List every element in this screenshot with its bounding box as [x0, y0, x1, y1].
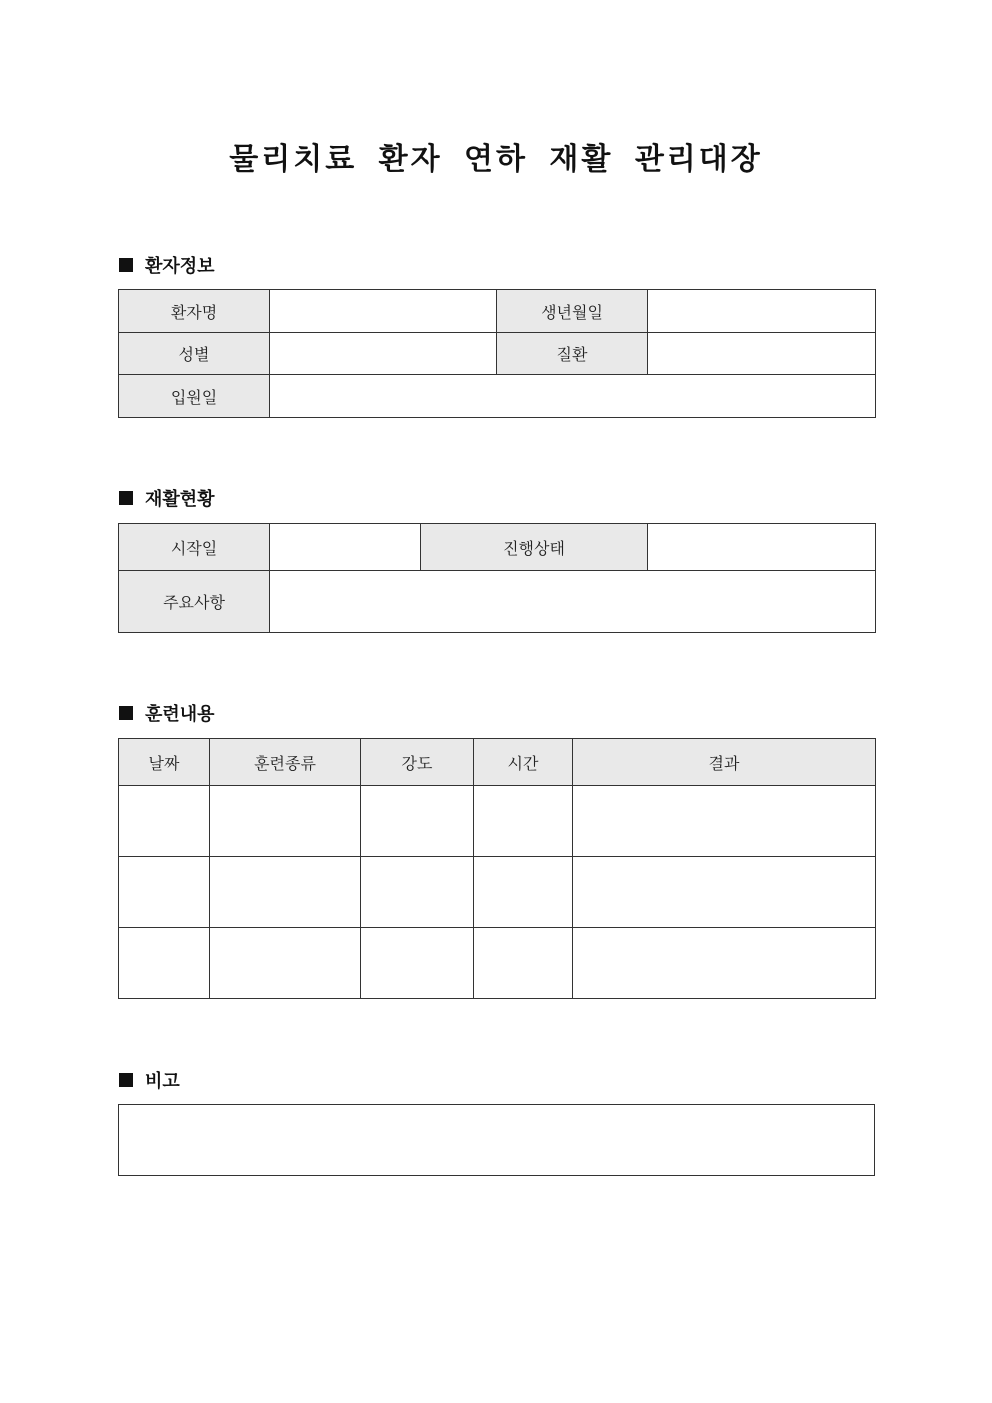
label-admission-date: 입원일 [119, 375, 270, 418]
table-row [119, 786, 876, 857]
cell-date[interactable] [119, 928, 210, 999]
cell-duration[interactable] [474, 857, 573, 928]
label-gender: 성별 [119, 333, 270, 375]
label-progress-status: 진행상태 [421, 524, 648, 571]
label-birthdate: 생년월일 [497, 290, 648, 333]
cell-duration[interactable] [474, 928, 573, 999]
square-bullet-icon [119, 258, 133, 272]
section-heading-label: 재활현황 [145, 489, 215, 510]
cell-intensity[interactable] [361, 928, 474, 999]
square-bullet-icon [119, 1073, 133, 1087]
section-heading-training [119, 701, 215, 725]
cell-date[interactable] [119, 786, 210, 857]
label-start-date: 시작일 [119, 524, 270, 571]
section-heading-label: 훈련내용 [145, 704, 215, 725]
cell-training-type[interactable] [210, 928, 361, 999]
field-patient-name[interactable] [270, 290, 497, 333]
cell-training-type[interactable] [210, 857, 361, 928]
column-header-result: 결과 [573, 739, 876, 786]
cell-date[interactable] [119, 857, 210, 928]
field-disease[interactable] [648, 333, 876, 375]
training-table [118, 738, 876, 999]
square-bullet-icon [119, 706, 133, 720]
label-key-notes: 주요사항 [119, 571, 270, 633]
field-remarks[interactable] [119, 1105, 875, 1176]
field-key-notes[interactable] [270, 571, 876, 633]
table-row [119, 857, 876, 928]
cell-intensity[interactable] [361, 857, 474, 928]
column-header-training-type: 훈련종류 [210, 739, 361, 786]
column-header-duration: 시간 [474, 739, 573, 786]
table-row [119, 928, 876, 999]
section-heading-label: 환자정보 [145, 256, 215, 277]
section-heading-rehab-status [119, 486, 215, 510]
square-bullet-icon [119, 491, 133, 505]
cell-duration[interactable] [474, 786, 573, 857]
label-disease: 질환 [497, 333, 648, 375]
patient-info-table [118, 289, 876, 418]
section-heading-remarks [119, 1068, 180, 1092]
cell-result[interactable] [573, 857, 876, 928]
field-progress-status[interactable] [648, 524, 876, 571]
cell-result[interactable] [573, 928, 876, 999]
column-header-intensity: 강도 [361, 739, 474, 786]
column-header-date: 날짜 [119, 739, 210, 786]
cell-training-type[interactable] [210, 786, 361, 857]
cell-intensity[interactable] [361, 786, 474, 857]
remarks-table [118, 1104, 875, 1176]
label-patient-name: 환자명 [119, 290, 270, 333]
field-admission-date[interactable] [270, 375, 876, 418]
field-gender[interactable] [270, 333, 497, 375]
rehab-status-table [118, 523, 876, 633]
field-start-date[interactable] [270, 524, 421, 571]
training-header-row [119, 739, 876, 786]
page-title: 물리치료 환자 연하 재활 관리대장 [229, 142, 763, 177]
section-heading-patient-info [119, 253, 215, 277]
cell-result[interactable] [573, 786, 876, 857]
field-birthdate[interactable] [648, 290, 876, 333]
section-heading-label: 비고 [145, 1071, 180, 1092]
